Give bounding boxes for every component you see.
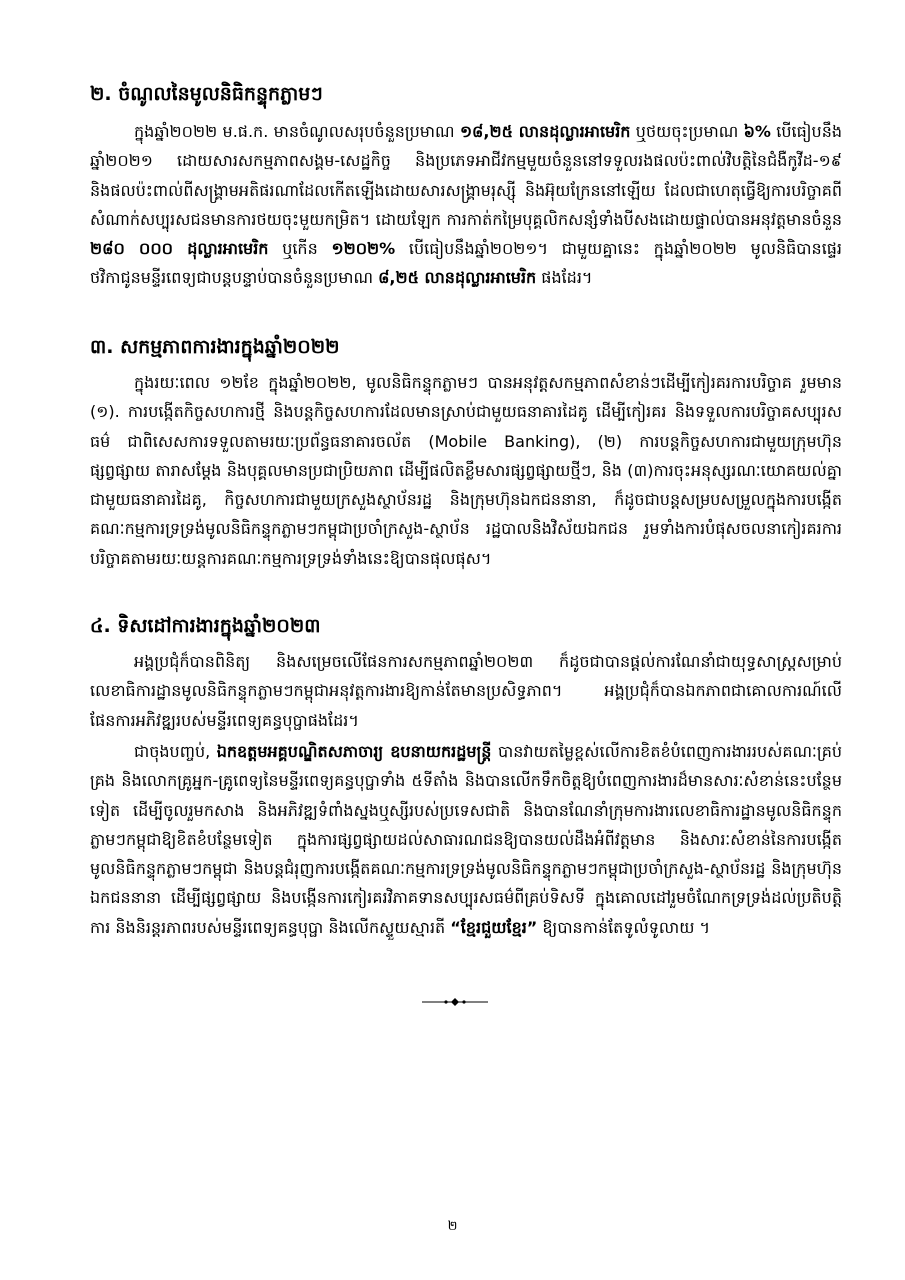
section-paragraph <box>90 368 842 605</box>
text-run: បើធៀបនឹងឆ្នាំ២០២១។ ជាមួយគ្នានេះ ក្នុងឆ្នាំ២០២២ មូលនិធិបានផ្ទេរថវិកាជូនមន្ទីរពេទ្យជាបន្តបន្ទាប់បានចំនួនប្រមាណ <box>90 239 842 288</box>
text-run: ឱ្យបានកាន់តែទូលំទូលាយ ។ <box>537 917 711 937</box>
section-paragraph <box>90 117 842 322</box>
section-heading: ៣. សកម្មភាពការងារក្នុងឆ្នាំ២០២២ <box>90 336 340 358</box>
text-run: ឬថយចុះប្រមាណ <box>630 122 744 141</box>
section-heading: ៤. ទិសដៅការងារក្នុងឆ្នាំ២០២៣ <box>90 615 321 637</box>
text-run: អង្គប្រជុំក៏បានពិនិត្យ និងសម្រេចលើផែនការសកម្មភាពឆ្នាំ២០២៣ ក៏ដូចជាបានផ្តល់ការណែនាំជាយុទ្ធសាស្ត្រសម្រាប់លេខាធិការដ្ឋានមូលនិធិកន្ទុកភ្លាមៗកម្ពុជាអនុវត្តការងារឱ្យកាន់តែមានប្រសិទ្ធភាព។ អង្គប្រជុំក៏បានឯកភាពជាគោលការណ៍លើផែនការអភិវឌ្ឍរបស់មន្ទីរពេទ្យគន្ធបុប្ផាផងដែរ។ <box>90 652 842 730</box>
text-run: ក្នុងរយៈពេល ១២ខែ ក្នុងឆ្នាំ២០២២, មូលនិធិកន្ទុកភ្លាមៗ បានអនុវត្តសកម្មភាពសំខាន់ៗដើម្បីកៀរគរការបរិច្ចាគ រួមមាន (១). ការបង្កើតកិច្ចសហការថ្មី និងបន្តកិច្ចសហការដែលមានស្រាប់ជាមួយធនាគារដៃគូ ដើម្បីកៀរគរ និងទទួលការបរិច្ចាគសប្បុរសធម៌ ជាពិសេសការទទួលតាមរយៈប្រព័ន្ធធនាគារចល័ត (Mobile Banking), (២) ការបន្តកិច្ចសហការជាមួយក្រុមហ៊ុនផ្សព្វផ្សាយ តារាសម្តែង និងបុគ្គលមានប្រជាប្រិយភាព ដើម្បីផលិតខ្លឹមសារផ្សព្វផ្សាយថ្មីៗ, និង (៣)ការចុះអនុស្សរណៈយោគយល់គ្នាជាមួយធនាគារដៃគូ, កិច្ចសហការជាមួយក្រសួងស្ថាប័នរដ្ឋ និងក្រុមហ៊ុនឯកជននានា, ក៏ដូចជាបន្តសម្របសម្រួលក្នុងការបង្កើតគណៈកម្មការទ្រទ្រង់មូលនិធិកន្ទុកភ្លាមៗកម្ពុជាប្រចាំក្រសួង-ស្ថាប័ន រដ្ឋបាលនិងវិស័យឯកជន រួមទាំងការបំផុសចលនាកៀរគរការបរិច្ចាគតាមរយៈយន្តការគណៈកម្មការទ្រទ្រង់ទាំងនេះឱ្យបានផុលផុស។ <box>90 373 842 568</box>
page-number: ២ <box>447 1219 458 1234</box>
text-run: បើធៀបនឹងឆ្នាំ២០២១ ដោយសារសកម្មភាពសង្គម-សេដ្ឋកិច្ច និងប្រភេទអាជីវកម្មមួយចំនួននៅទទួលរងផលប៉ះពាល់វិបត្តិនៃជំងឺកូវីដ-១៩ និងផលប៉ះពាល់ពីសង្គ្រាមអតិផរណាដែលកើតឡើងដោយសារសង្គ្រាមរុស្ស៊ី និងអ៊ុយក្រែននៅឡើយ ដែលជាហេតុធ្វើឱ្យការបរិច្ចាគពីសំណាក់សប្បុរសជនមានការថយចុះមួយកម្រិត។ ដោយឡែក ការកាត់កម្រៃបុគ្គលិកសន្សំទាំងបីសងដោយផ្ទាល់បានអនុវត្តមានចំនួន <box>90 122 842 229</box>
bold-text-run: ១២០២% <box>331 239 396 259</box>
section-paragraph <box>90 647 842 737</box>
bold-text-run: “ខ្មែរជួយខ្មែរ” <box>450 917 538 937</box>
section-paragraph <box>90 737 842 972</box>
text-run: បានវាយតម្លៃខ្ពស់លើការខិតខំបំពេញការងាររបស់គណៈគ្រប់គ្រង និងលោកគ្រូអ្នក-គ្រូពេទ្យនៃមន្ទីរពេទ្យគន្ធបុប្ផាទាំង ៥ទីតាំង និងបានលើកទឹកចិត្តឱ្យបំពេញការងារដ៏មានសារៈសំខាន់នេះបន្ថែមទៀត ដើម្បីចូលរួមកសាង និងអភិវឌ្ឍទំពាំងស្នងឬស្សីរបស់ប្រទេសជាតិ និងបានណែនាំក្រុមការងារលេខាធិការដ្ឋានមូលនិធិកន្ទុកភ្លាមៗកម្ពុជាឱ្យខិតខំបន្ថែមទៀត ក្នុងការផ្សព្វផ្សាយដល់សាធារណជនឱ្យបានយល់ដឹងអំពីវត្តមាន និងសារៈសំខាន់នៃការបង្កើតមូលនិធិកន្ទុកភ្លាមៗកម្ពុជា និងបន្តជំរុញការបង្កើតគណៈកម្មការទ្រទ្រង់មូលនិធិកន្ទុកភ្លាមៗកម្ពុជាប្រចាំក្រសួង-ស្ថាប័នរដ្ឋ និងក្រុមហ៊ុនឯកជននានា ដើម្បីផ្សព្វផ្សាយ និងបង្កើនការកៀរគរវិភាគទានសប្បុរសធម៌ពីគ្រប់ទិសទី ក្នុងគោលដៅរួមចំណែកទ្រទ្រង់ដល់ប្រតិបត្តិការ និងនិរន្តរភាពរបស់មន្ទីរពេទ្យគន្ធបុប្ផា និងលើកស្ទួយស្មារតី <box>90 742 842 937</box>
bold-text-run: ៨,២៥ លានដុល្លារអាមេរិក <box>378 268 537 288</box>
section-heading: ២. ចំណូលនៃមូលនិធិកន្ទុកភ្លាមៗ <box>90 83 323 105</box>
bold-text-run: ២៨០ ០០០ ដុល្លារអាមេរិក <box>90 239 269 259</box>
bold-text-run: ឯកឧត្តមអគ្គបណ្ឌិតសភាចារ្យ ឧបនាយករដ្ឋមន្ត្រី <box>216 742 492 761</box>
text-run: ឬកើន <box>268 239 332 259</box>
text-run: ជាចុងបញ្ចប់, <box>134 742 217 761</box>
bold-text-run: ៦% <box>743 122 771 141</box>
text-run: ក្នុងឆ្នាំ២០២២ ម.ផ.ក. មានចំណូលសរុបចំនួនប្រមាណ <box>134 122 460 141</box>
ornament-divider-icon <box>420 997 490 1007</box>
bold-text-run: ១៨,២៥ លានដុល្លារអាមេរិក <box>459 122 631 141</box>
text-run: ផងដែរ។ <box>536 268 593 288</box>
